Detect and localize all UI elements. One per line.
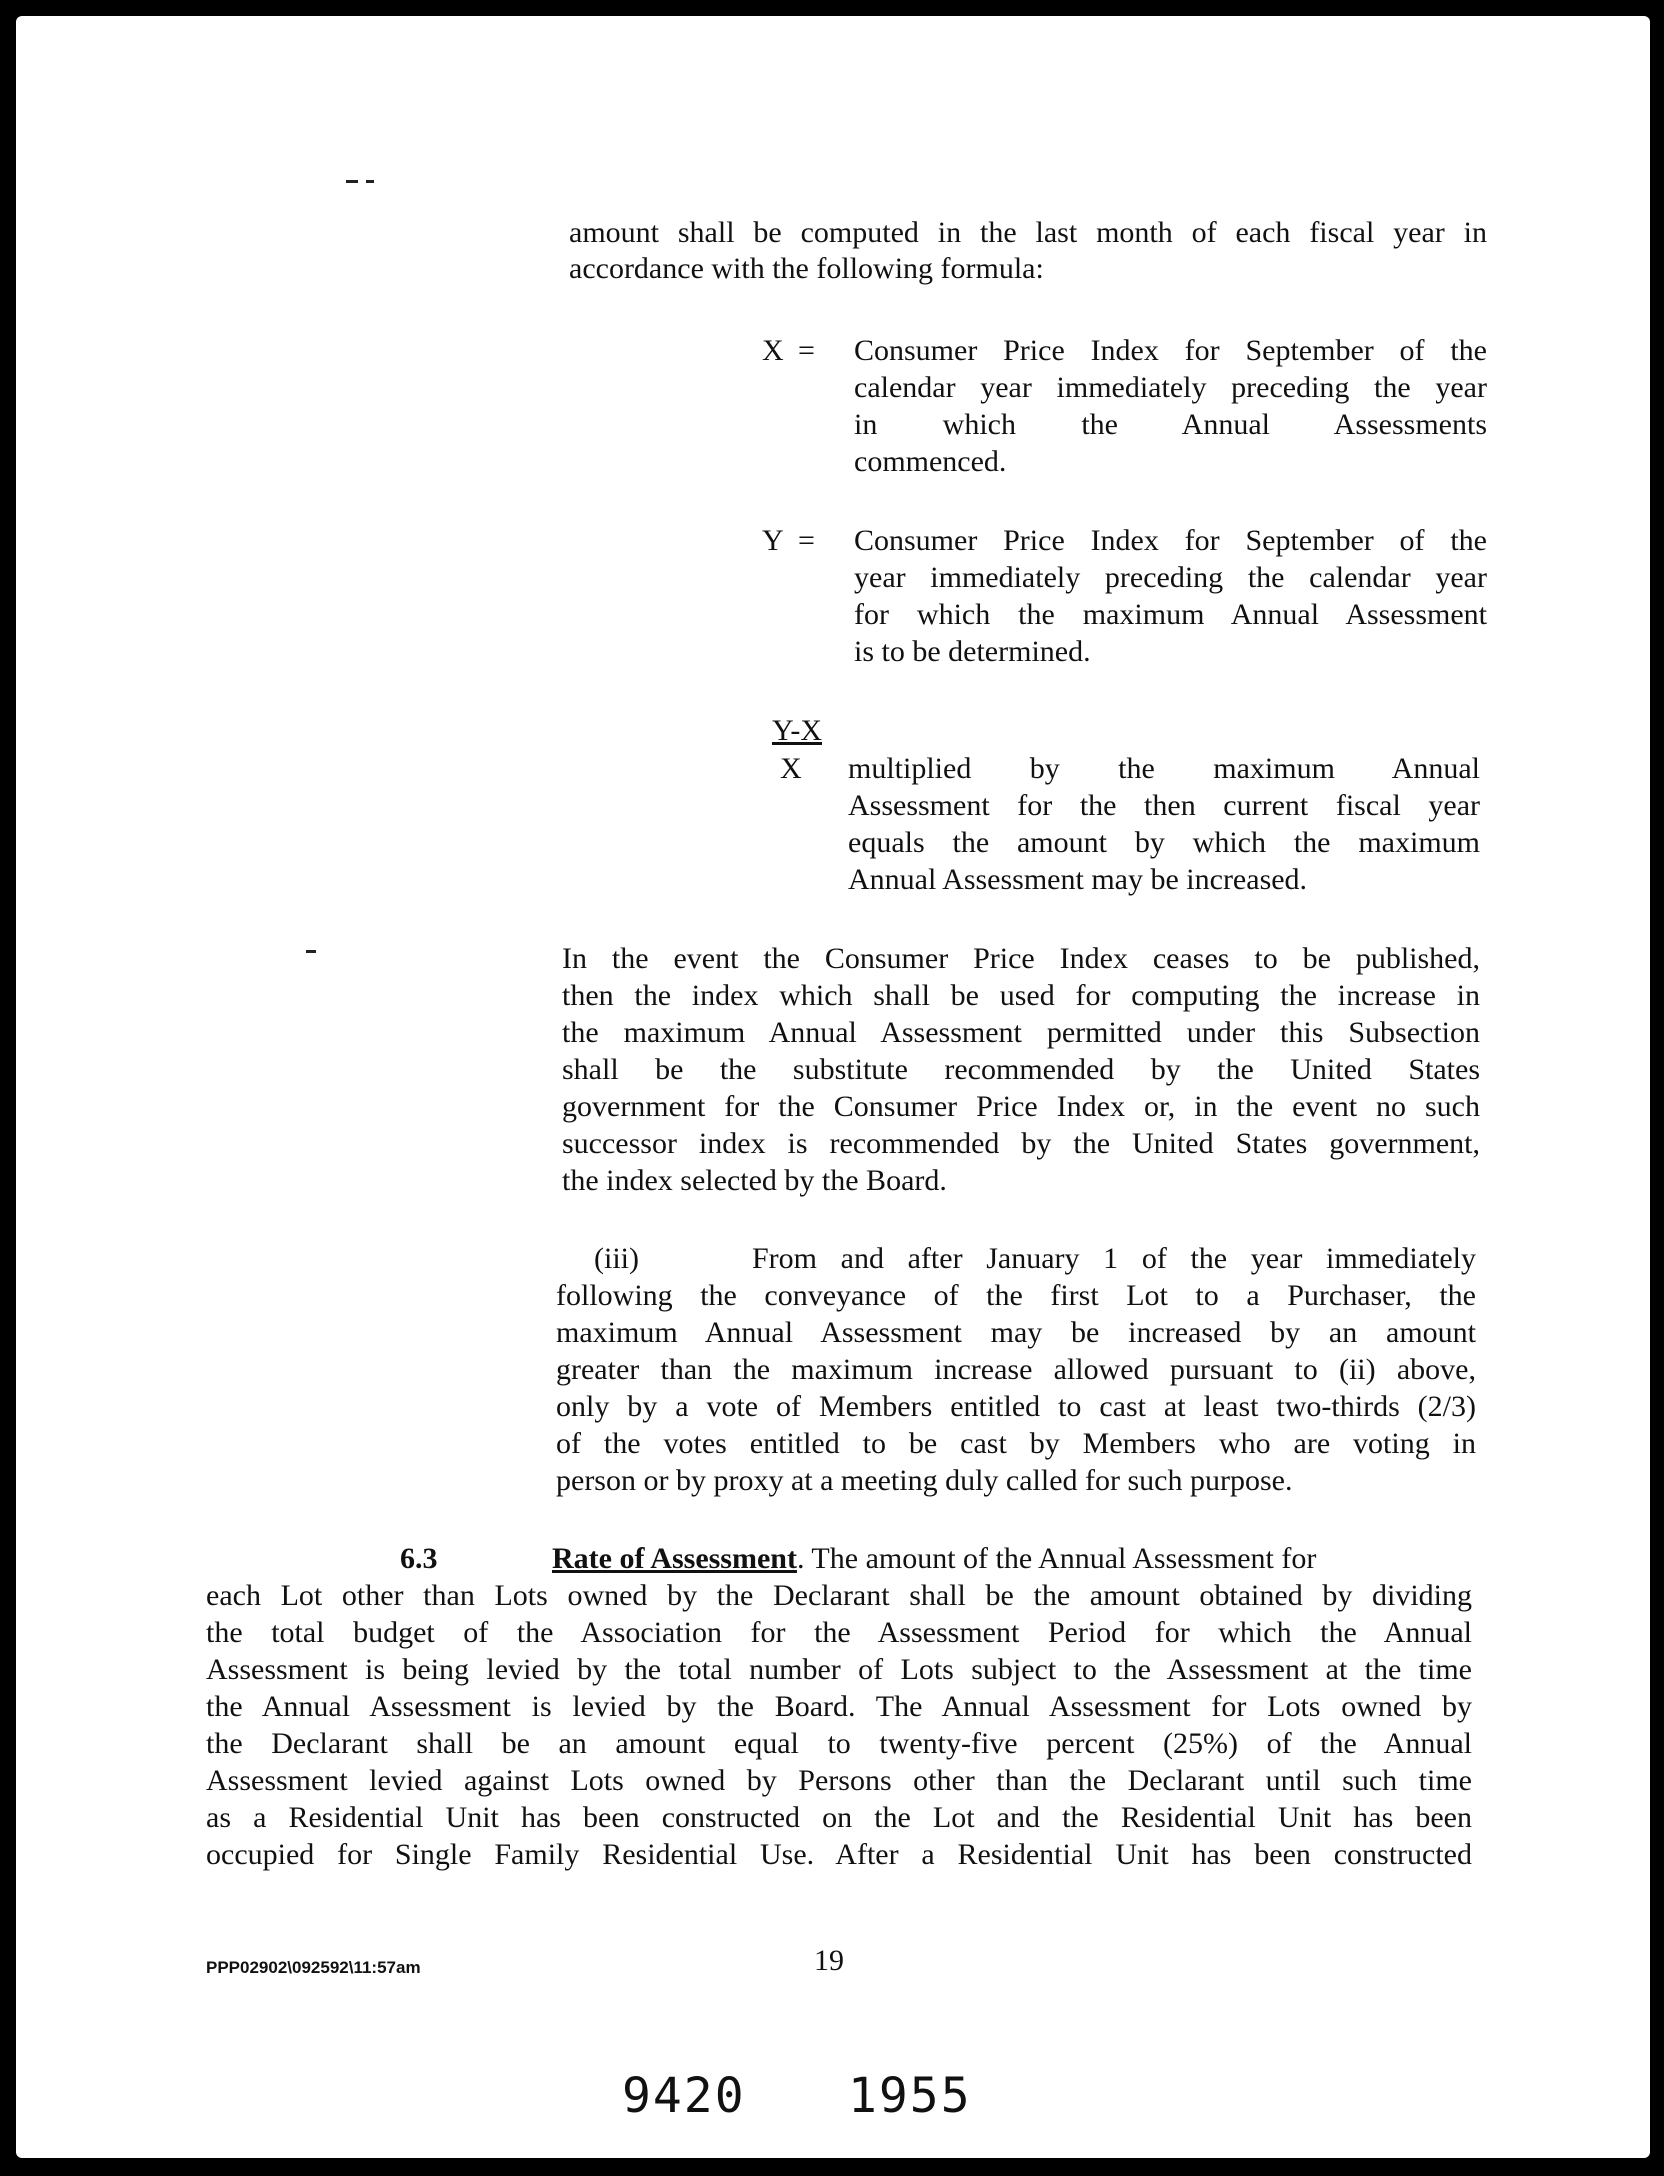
section-line: as a Residential Unit has been constructed on the Lot and the Residential Unit has been <box>206 1801 1472 1834</box>
item-iii-line: of the votes entitled to be cast by Members who are voting in <box>556 1427 1476 1460</box>
scan-speck <box>346 180 358 183</box>
cpi-paragraph-line: then the index which shall be used for computing the increase in <box>562 979 1480 1012</box>
item-iii-line: greater than the maximum increase allowed pursuant to (ii) above, <box>556 1353 1476 1386</box>
section-line: Assessment levied against Lots owned by Persons other than the Declarant until such time <box>206 1764 1472 1797</box>
y-definition-line: is to be determined. <box>854 635 1091 668</box>
cpi-paragraph-line: shall be the substitute recommended by the United States <box>562 1053 1480 1086</box>
formula-equals: = <box>798 524 815 557</box>
formula-x-variable: X <box>762 334 784 367</box>
y-definition-line: for which the maximum Annual Assessment <box>854 598 1487 631</box>
formula-equals: = <box>798 334 815 367</box>
item-iii-line: From and after January 1 of the year immediately <box>752 1242 1476 1275</box>
item-iii-line: person or by proxy at a meeting duly called for such purpose. <box>556 1464 1293 1497</box>
fraction-definition-line: equals the amount by which the maximum <box>848 826 1480 859</box>
intro-line: accordance with the following formula: <box>569 252 1044 285</box>
section-title: Rate of Assessment <box>552 1542 797 1575</box>
intro-line: amount shall be computed in the last month of each fiscal year in <box>569 216 1487 249</box>
section-first-line-rest: . The amount of the Annual Assessment for <box>796 1542 1317 1575</box>
item-iii-line: only by a vote of Members entitled to cast at least two-thirds (2/3) <box>556 1390 1476 1423</box>
section-line: the Annual Assessment is levied by the Board. The Annual Assessment for Lots owned by <box>206 1690 1472 1723</box>
document-page <box>16 16 1650 2158</box>
section-line: the total budget of the Association for the Assessment Period for which the Annual <box>206 1616 1472 1649</box>
item-iii-line: following the conveyance of the first Lot to a Purchaser, the <box>556 1279 1476 1312</box>
item-iii-label: (iii) <box>594 1242 639 1275</box>
cpi-paragraph-line: government for the Consumer Price Index or, in the event no such <box>562 1090 1480 1123</box>
y-definition-line: Consumer Price Index for September of the <box>854 524 1487 557</box>
scan-speck <box>306 950 316 953</box>
page-number: 19 <box>814 1944 844 1977</box>
fraction-denominator: X <box>780 752 802 785</box>
fraction-numerator: Y-X <box>772 714 822 747</box>
fraction-definition-line: Assessment for the then current fiscal year <box>848 789 1480 822</box>
section-line: the Declarant shall be an amount equal to twenty-five percent (25%) of the Annual <box>206 1727 1472 1760</box>
section-line: Assessment is being levied by the total number of Lots subject to the Assessment at the time <box>206 1653 1472 1686</box>
fraction-definition-line: Annual Assessment may be increased. <box>848 863 1308 896</box>
bates-number-right: 1955 <box>848 2068 972 2124</box>
x-definition-line: calendar year immediately preceding the year <box>854 371 1487 404</box>
y-definition-line: year immediately preceding the calendar year <box>854 561 1487 594</box>
cpi-paragraph-line: the maximum Annual Assessment permitted under this Subsection <box>562 1016 1480 1049</box>
bates-number-left: 9420 <box>622 2068 746 2124</box>
formula-y-variable: Y <box>762 524 784 557</box>
x-definition-line: Consumer Price Index for September of the <box>854 334 1487 367</box>
cpi-paragraph-line: In the event the Consumer Price Index ceases to be published, <box>562 942 1480 975</box>
fraction-definition-line: multiplied by the maximum Annual <box>848 752 1480 785</box>
item-iii-line: maximum Annual Assessment may be increased by an amount <box>556 1316 1476 1349</box>
cpi-paragraph-line: the index selected by the Board. <box>562 1164 947 1197</box>
section-line: each Lot other than Lots owned by the Declarant shall be the amount obtained by dividing <box>206 1579 1472 1612</box>
cpi-paragraph-line: successor index is recommended by the United States government, <box>562 1127 1480 1160</box>
scan-speck <box>366 180 374 183</box>
x-definition-line: commenced. <box>854 445 1007 478</box>
section-number: 6.3 <box>400 1542 438 1575</box>
section-line: occupied for Single Family Residential Use. After a Residential Unit has been constructed <box>206 1838 1472 1871</box>
document-code: PPP02902\092592\11:57am <box>206 1958 421 1977</box>
section-heading-line <box>552 1540 1316 1577</box>
x-definition-line: in which the Annual Assessments <box>854 408 1487 441</box>
